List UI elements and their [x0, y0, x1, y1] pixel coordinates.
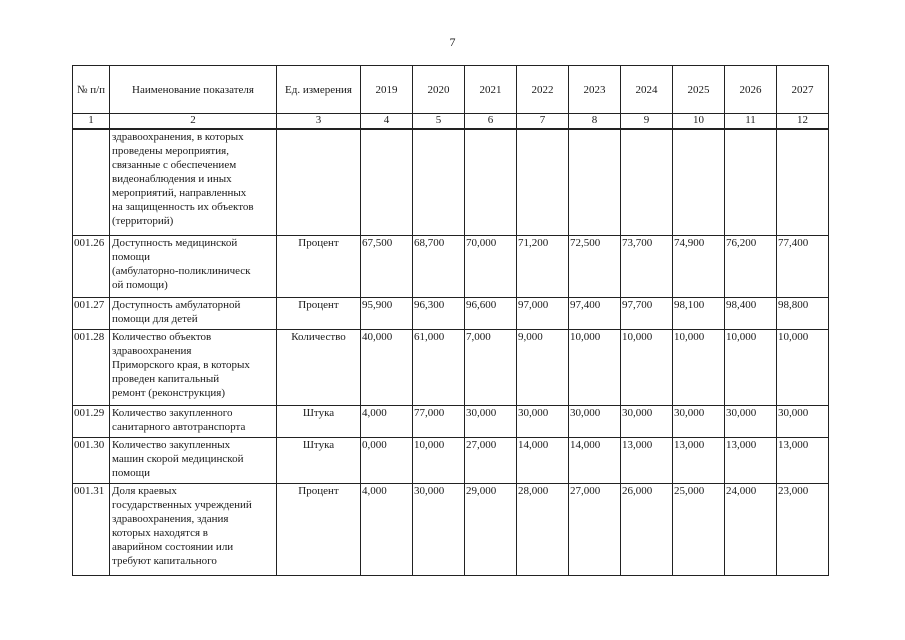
row-name: Количество закупленного санитарного автотранспорта [110, 405, 277, 437]
row-value: 77,000 [413, 405, 465, 437]
row-value [361, 129, 413, 235]
table-row [73, 437, 829, 483]
indicators-table [72, 65, 829, 576]
table-header [73, 66, 829, 130]
header-year: 2022 [517, 66, 569, 114]
row-value: 13,000 [777, 437, 829, 483]
row-value: 96,600 [465, 297, 517, 329]
table-row [73, 329, 829, 405]
row-name: здравоохранения, в которых проведены мероприятия, связанные с обеспечением видеонаблюдения и иных мероприятий, направленных на защищенность их объектов (территорий) [110, 129, 277, 235]
row-value: 23,000 [777, 483, 829, 575]
header-year: 2019 [361, 66, 413, 114]
row-unit: Процент [277, 297, 361, 329]
column-number: 10 [673, 114, 725, 130]
header-year: 2025 [673, 66, 725, 114]
row-value: 77,400 [777, 235, 829, 297]
row-value: 26,000 [621, 483, 673, 575]
row-unit [277, 129, 361, 235]
row-code: 001.31 [73, 483, 110, 575]
row-value: 98,100 [673, 297, 725, 329]
row-value: 10,000 [725, 329, 777, 405]
row-value [673, 129, 725, 235]
row-code: 001.29 [73, 405, 110, 437]
row-value: 10,000 [621, 329, 673, 405]
header-year: 2027 [777, 66, 829, 114]
header-code: № п/п [73, 66, 110, 114]
row-value: 13,000 [621, 437, 673, 483]
row-value [569, 129, 621, 235]
row-name: Доступность амбулаторной помощи для детей [110, 297, 277, 329]
row-value: 95,900 [361, 297, 413, 329]
row-unit: Процент [277, 235, 361, 297]
row-value: 67,500 [361, 235, 413, 297]
row-value [725, 129, 777, 235]
row-value: 27,000 [569, 483, 621, 575]
row-name: Доля краевых государственных учреждений здравоохранения, здания которых находятся в аварийном состоянии или требуют капитального [110, 483, 277, 575]
row-value: 97,700 [621, 297, 673, 329]
row-value: 10,000 [569, 329, 621, 405]
row-value: 27,000 [465, 437, 517, 483]
row-value [777, 129, 829, 235]
row-code: 001.27 [73, 297, 110, 329]
row-value: 4,000 [361, 405, 413, 437]
row-value: 13,000 [725, 437, 777, 483]
table-row [73, 129, 829, 235]
row-unit: Процент [277, 483, 361, 575]
row-value [465, 129, 517, 235]
row-code: 001.26 [73, 235, 110, 297]
column-number: 12 [777, 114, 829, 130]
row-value: 30,000 [725, 405, 777, 437]
column-number: 1 [73, 114, 110, 130]
column-number: 7 [517, 114, 569, 130]
header-year: 2024 [621, 66, 673, 114]
row-code: 001.30 [73, 437, 110, 483]
header-unit: Ед. измерения [277, 66, 361, 114]
header-row [73, 66, 829, 114]
row-value: 30,000 [621, 405, 673, 437]
row-value: 14,000 [517, 437, 569, 483]
column-number: 4 [361, 114, 413, 130]
row-value: 98,800 [777, 297, 829, 329]
column-number: 2 [110, 114, 277, 130]
row-value: 10,000 [673, 329, 725, 405]
row-unit: Количество [277, 329, 361, 405]
column-number: 3 [277, 114, 361, 130]
row-value: 72,500 [569, 235, 621, 297]
row-value [413, 129, 465, 235]
row-value: 13,000 [673, 437, 725, 483]
row-name: Количество закупленных машин скорой медицинской помощи [110, 437, 277, 483]
column-number-row [73, 114, 829, 130]
row-value: 25,000 [673, 483, 725, 575]
row-value: 61,000 [413, 329, 465, 405]
row-value: 30,000 [413, 483, 465, 575]
header-year: 2021 [465, 66, 517, 114]
row-name: Количество объектов здравоохранения Приморского края, в которых проведен капитальный ремонт (реконструкция) [110, 329, 277, 405]
row-value: 0,000 [361, 437, 413, 483]
column-number: 5 [413, 114, 465, 130]
row-unit: Штука [277, 437, 361, 483]
row-value: 10,000 [413, 437, 465, 483]
row-value: 97,400 [569, 297, 621, 329]
row-value: 68,700 [413, 235, 465, 297]
row-value: 4,000 [361, 483, 413, 575]
row-value: 30,000 [569, 405, 621, 437]
row-value: 30,000 [517, 405, 569, 437]
column-number: 11 [725, 114, 777, 130]
row-value: 97,000 [517, 297, 569, 329]
row-value: 9,000 [517, 329, 569, 405]
row-value: 28,000 [517, 483, 569, 575]
table-row [73, 483, 829, 575]
table-row [73, 297, 829, 329]
header-year: 2020 [413, 66, 465, 114]
row-value: 10,000 [777, 329, 829, 405]
row-value [621, 129, 673, 235]
row-value: 40,000 [361, 329, 413, 405]
row-unit: Штука [277, 405, 361, 437]
row-code: 001.28 [73, 329, 110, 405]
row-value: 73,700 [621, 235, 673, 297]
row-value: 14,000 [569, 437, 621, 483]
row-value: 74,900 [673, 235, 725, 297]
row-value: 7,000 [465, 329, 517, 405]
row-code [73, 129, 110, 235]
column-number: 6 [465, 114, 517, 130]
column-number: 8 [569, 114, 621, 130]
table-body [73, 129, 829, 575]
header-year: 2026 [725, 66, 777, 114]
row-value: 96,300 [413, 297, 465, 329]
row-value: 70,000 [465, 235, 517, 297]
header-year: 2023 [569, 66, 621, 114]
table-row [73, 235, 829, 297]
row-value: 76,200 [725, 235, 777, 297]
row-value: 30,000 [673, 405, 725, 437]
page-number: 7 [449, 35, 456, 49]
header-name: Наименование показателя [110, 66, 277, 114]
row-value: 29,000 [465, 483, 517, 575]
row-value: 30,000 [465, 405, 517, 437]
column-number: 9 [621, 114, 673, 130]
row-name: Доступность медицинской помощи (амбулаторно-поликлиническ ой помощи) [110, 235, 277, 297]
row-value: 71,200 [517, 235, 569, 297]
row-value [517, 129, 569, 235]
row-value: 24,000 [725, 483, 777, 575]
row-value: 30,000 [777, 405, 829, 437]
row-value: 98,400 [725, 297, 777, 329]
table-row [73, 405, 829, 437]
